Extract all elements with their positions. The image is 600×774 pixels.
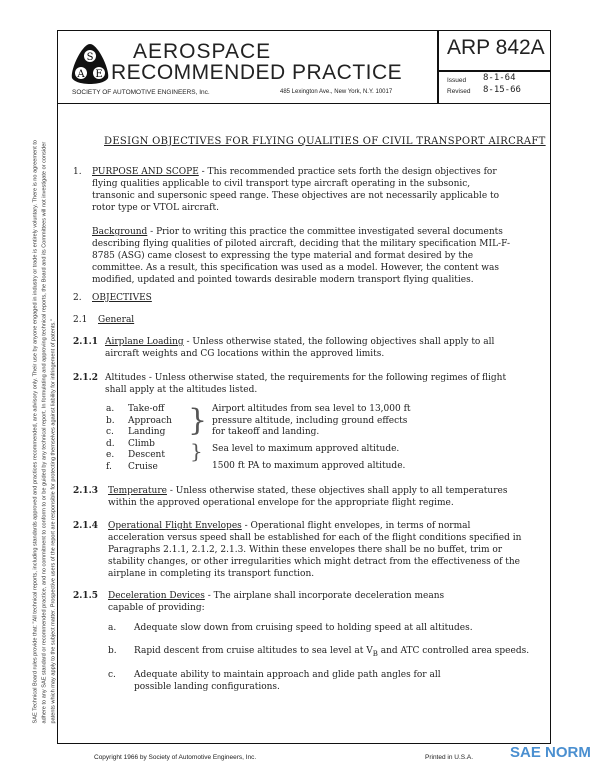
regime-descriptions <box>212 404 411 473</box>
regime-name: Take-off <box>128 404 165 414</box>
section-2-1-3-number: 2.1.3 <box>73 486 99 496</box>
watermark-logo: SAE NORM <box>510 744 591 761</box>
printed-in: Printed in U.S.A. <box>425 754 474 761</box>
regime-name: Descent <box>128 450 165 460</box>
section-2-1-4 <box>108 520 528 580</box>
section-2-1-1 <box>105 336 525 360</box>
header-title-line1: AEROSPACE <box>133 40 272 63</box>
section-2-1-5 <box>108 590 448 614</box>
society-name: SOCIETY OF AUTOMOTIVE ENGINEERS, Inc. <box>72 89 210 96</box>
regime-desc: Sea level to maximum approved altitude. <box>212 443 400 454</box>
item-c-text: Adequate ability to maintain approach and glide path angles for all possible landing configurations. <box>134 670 441 692</box>
item-b-text-end: and ATC controlled area speeds. <box>377 646 530 656</box>
sae-logo <box>68 42 112 86</box>
regime-letter: e. <box>106 450 115 460</box>
svg-text:S: S <box>86 52 94 63</box>
item-a-letter: a. <box>108 623 117 633</box>
regime-name: Climb <box>128 438 155 449</box>
item-b-letter: b. <box>108 646 117 656</box>
section-2-heading <box>92 292 152 304</box>
header-title-line2: RECOMMENDED PRACTICE <box>111 61 403 84</box>
regimes-names <box>128 404 172 473</box>
section-2-1-5-text: - The airplane shall incorporate deceleration means capable of providing: <box>108 591 445 613</box>
section-1-number: 1. <box>73 167 82 177</box>
section-1 <box>92 166 512 214</box>
regimes-letters <box>106 404 115 473</box>
revised-date: 8-15-66 <box>483 85 521 95</box>
society-address: 485 Lexington Ave., New York, N.Y. 10017 <box>280 89 393 95</box>
regime-letter: f. <box>106 461 112 472</box>
regime-name: Approach <box>128 415 172 426</box>
regime-letter: d. <box>106 438 115 449</box>
section-2-1-heading-text: General <box>98 315 135 325</box>
background-paragraph <box>92 226 512 286</box>
document-title: DESIGN OBJECTIVES FOR FLYING QUALITIES OF CIVIL TRANSPORT AIRCRAFT <box>104 136 546 147</box>
section-2-1-3 <box>108 485 528 509</box>
section-2-1-2-heading: Altitudes <box>105 373 146 383</box>
background-text: - Prior to writing this practice the committee investigated several documents describing flying qualities of piloted aircraft, deciding that the military specification MIL-F-8785 (ASG) came closest to expressing the type material and format desired by the committee. As a result, this specification was used as a model. However, the content was modified, updated and pointed towards desirable modern transport flying qualities. <box>92 227 510 285</box>
section-2-heading-text: OBJECTIVES <box>92 293 152 303</box>
section-1-text: - This recommended practice sets forth the design objectives for flying qualities applicable to civil transport type aircraft operating in the subsonic, transonic and supersonic speed range. These objectives are not necessarily applicable to rotor type or VTOL aircraft. <box>92 167 500 213</box>
section-2-number: 2. <box>73 293 82 303</box>
item-c-letter: c. <box>108 670 116 680</box>
regime-letter: b. <box>106 415 115 426</box>
section-2-1-4-heading: Operational Flight Envelopes <box>108 521 242 531</box>
sae-disclaimer: SAE Technical Board rules provide that: "All technical reports, including standards approved and practices recommended, are advisory only. Their use by anyone engaged in industry or trade is entirely voluntary. There is no agreement to adhere to any SAE standard or recommended practice, and no commitment to conform to or be guided by any technical report. In formulating and approving technical reports, the Board and its Committees will not investigate or consider patents which may apply to the subject matter. Prospective users of the report are responsible for protecting themselves against liability for infringement of patents." <box>32 139 57 724</box>
section-1-heading: PURPOSE AND SCOPE <box>92 167 199 177</box>
section-2-1-5-number: 2.1.5 <box>73 591 99 601</box>
brace-2: } <box>190 439 203 463</box>
svg-text:A: A <box>77 69 85 80</box>
regime-desc: for takeoff and landing. <box>212 427 320 437</box>
section-2-1-number: 2.1 <box>73 315 88 325</box>
background-heading: Background <box>92 227 148 237</box>
regime-desc: pressure altitude, including ground effects <box>212 415 408 426</box>
regime-desc: Airport altitudes from sea level to 13,000 ft <box>212 404 411 414</box>
svg-text:E: E <box>95 69 103 80</box>
item-b <box>134 645 529 660</box>
regime-name: Cruise <box>128 461 158 472</box>
issued-label: Issued <box>447 77 467 84</box>
copyright: Copyright 1966 by Society of Automotive Engineers, Inc. <box>94 754 257 761</box>
regime-name: Landing <box>128 427 166 437</box>
item-b-text: Rapid descent from cruise altitudes to sea level at V <box>134 646 373 656</box>
section-2-1-5-heading: Deceleration Devices <box>108 591 205 601</box>
section-2-1-2 <box>105 372 525 396</box>
item-a-text: Adequate slow down from cruising speed to holding speed at all altitudes. <box>134 623 473 633</box>
section-2-1-4-number: 2.1.4 <box>73 521 99 531</box>
regime-desc: 1500 ft PA to maximum approved altitude. <box>212 461 406 471</box>
revised-label: Revised <box>447 88 471 95</box>
section-2-1-1-heading: Airplane Loading <box>105 337 184 347</box>
item-b-subscript: B <box>372 649 378 658</box>
section-2-1-2-text: - Unless otherwise stated, the requirements for the following regimes of flight shall apply at the altitudes listed. <box>105 373 507 395</box>
section-2-1-3-heading: Temperature <box>108 486 167 496</box>
section-2-1-3-text: - Unless otherwise stated, these objectives shall apply to all temperatures within the approved operational envelope for the appropriate flight regime. <box>108 486 508 508</box>
section-2-1-1-text: - Unless otherwise stated, the following objectives shall apply to all aircraft weights and CG locations within the approved limits. <box>105 337 495 359</box>
section-2-1-heading <box>98 314 134 326</box>
regime-letter: c. <box>106 427 114 437</box>
section-2-1-1-number: 2.1.1 <box>73 337 99 347</box>
section-2-1-4-text: - Operational flight envelopes, in terms of normal acceleration versus speed shall be established for each of the flight conditions specified in Paragraphs 2.1.1, 2.1.2, 2.1.3. Within these envelopes there shall be no buffet, trim or stability changes, or other irregularities which might detract from the effectiveness of the airplane in completing its transport function. <box>108 521 522 579</box>
regime-letter: a. <box>106 404 115 414</box>
issued-date: 8-1-64 <box>483 73 516 83</box>
doc-number: ARP 842A <box>447 36 545 59</box>
section-2-1-2-number: 2.1.2 <box>73 373 99 383</box>
brace-1: } <box>188 403 208 438</box>
